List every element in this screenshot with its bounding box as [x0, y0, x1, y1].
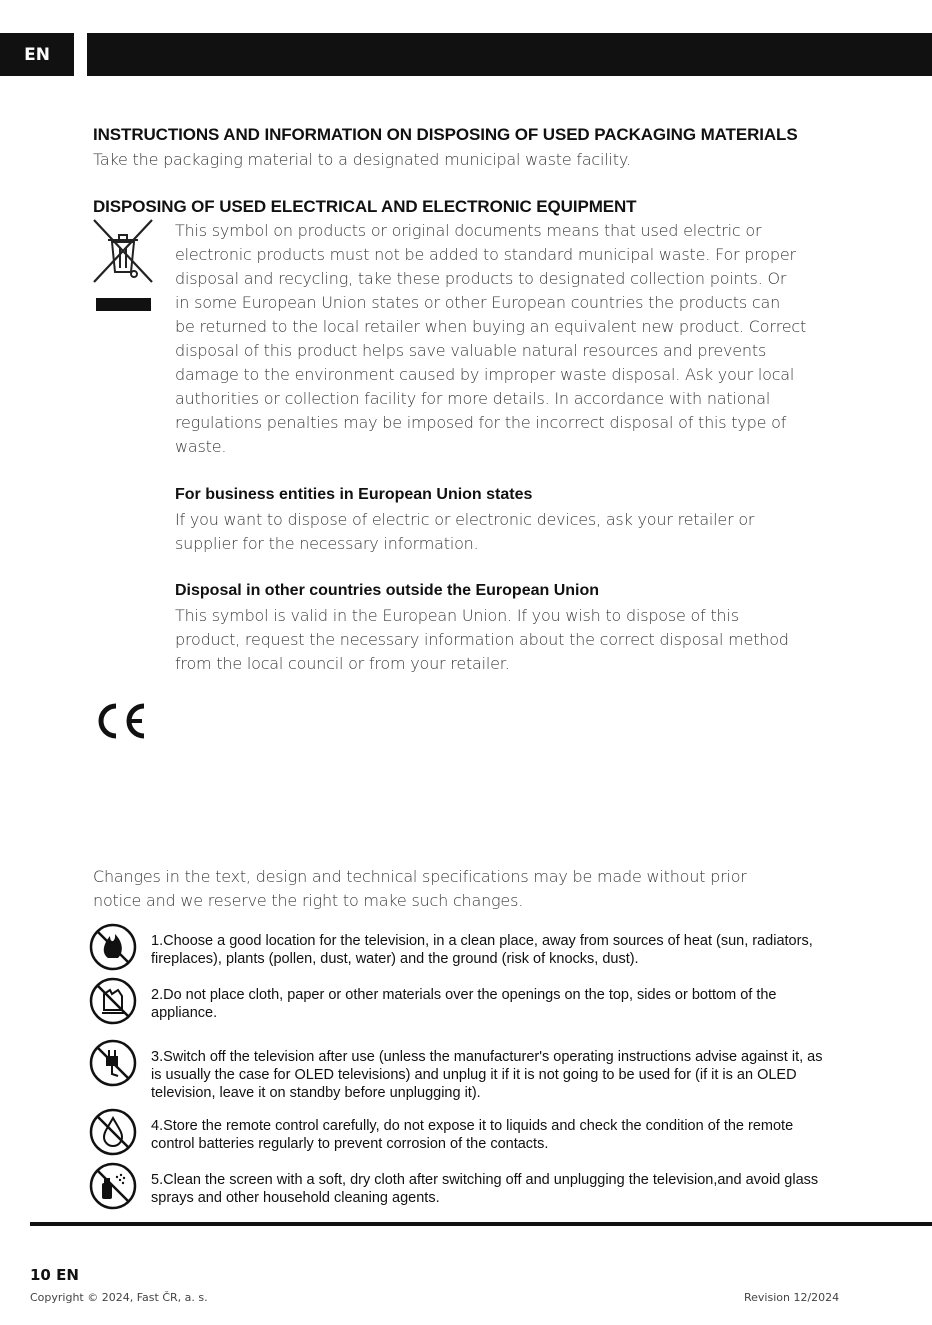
no-heat-icon: [88, 922, 138, 972]
footer-rule: [30, 1222, 932, 1226]
crossed-bin-icon: [90, 216, 156, 316]
no-liquid-icon: [88, 1107, 138, 1157]
header-bar: [87, 33, 932, 76]
packaging-heading: INSTRUCTIONS AND INFORMATION ON DISPOSING OF USED PACKAGING MATERIALS: [93, 125, 798, 144]
page-number: 10 EN: [30, 1266, 79, 1284]
outside-eu-line: This symbol is valid in the European Union. If you wish to dispose of this: [175, 606, 739, 625]
outside-eu-line: product, request the necessary information about the correct disposal method: [175, 630, 789, 649]
changes-line: Changes in the text, design and technical specifications may be made without prior: [93, 867, 747, 886]
language-badge: EN: [0, 33, 74, 76]
weee-line: disposal and recycling, take these products to designated collection points. Or: [175, 269, 787, 288]
business-line: supplier for the necessary information.: [175, 534, 479, 553]
tip-text: 1.Choose a good location for the television, in a clean place, away from sources of heat (sun, radiators, fireplaces), plants (pollen, dust, water) and the ground (risk of knocks, dust).: [151, 933, 813, 967]
changes-line: notice and we reserve the right to make such changes.: [93, 891, 524, 910]
packaging-text: Take the packaging material to a designated municipal waste facility.: [93, 150, 631, 169]
tip-text: 3.Switch off the television after use (unless the manufacturer's operating instructions advise against it, as is usually the case for OLED televisions) and unplug it if it is not going to be used for (if it is an OLED television, leave it on standby before unplugging it).: [151, 1049, 823, 1101]
no-cover-icon: [88, 976, 138, 1026]
business-line: If you want to dispose of electric or electronic devices, ask your retailer or: [175, 510, 755, 529]
business-heading: For business entities in European Union states: [175, 486, 533, 503]
weee-line: This symbol on products or original documents means that used electric or: [175, 221, 762, 240]
unplug-icon: [88, 1038, 138, 1088]
tip-text: 4.Store the remote control carefully, do not expose it to liquids and check the condition of the remote control batteries regularly to prevent corrosion of the contacts.: [151, 1118, 794, 1152]
business-paragraph: [175, 508, 855, 556]
outside-eu-heading: Disposal in other countries outside the European Union: [175, 582, 600, 599]
outside-eu-line: from the local council or from your retailer.: [175, 654, 510, 673]
tip-text: 5.Clean the screen with a soft, dry cloth after switching off and unplugging the television,and avoid glass sprays and other household cleaning agents.: [151, 1172, 819, 1206]
weee-line: be returned to the local retailer when buying an equivalent new product. Correct: [175, 317, 807, 336]
tip-text: 2.Do not place cloth, paper or other materials over the openings on the top, sides or bottom of the appliance.: [151, 987, 777, 1021]
ce-mark-icon: [92, 702, 148, 740]
no-spray-icon: [88, 1161, 138, 1211]
weee-line: regulations penalties may be imposed for the incorrect disposal of this type of: [175, 413, 787, 432]
changes-notice: [93, 865, 853, 913]
copyright-notice: Copyright © 2024, Fast ČR, a. s.: [30, 1291, 208, 1304]
weee-line: in some European Union states or other European countries the products can: [175, 293, 781, 312]
revision-label: Revision 12/2024: [744, 1291, 840, 1304]
weee-line: authorities or collection facility for more details. In accordance with national: [175, 389, 771, 408]
outside-eu-paragraph: [175, 604, 855, 676]
weee-paragraph: [175, 219, 855, 459]
weee-heading: DISPOSING OF USED ELECTRICAL AND ELECTRONIC EQUIPMENT: [93, 197, 637, 216]
weee-line: waste.: [175, 437, 227, 456]
weee-line: damage to the environment caused by improper waste disposal. Ask your local: [175, 365, 795, 384]
weee-line: disposal of this product helps save valuable natural resources and prevents: [175, 341, 767, 360]
weee-line: electronic products must not be added to standard municipal waste. For proper: [175, 245, 796, 264]
